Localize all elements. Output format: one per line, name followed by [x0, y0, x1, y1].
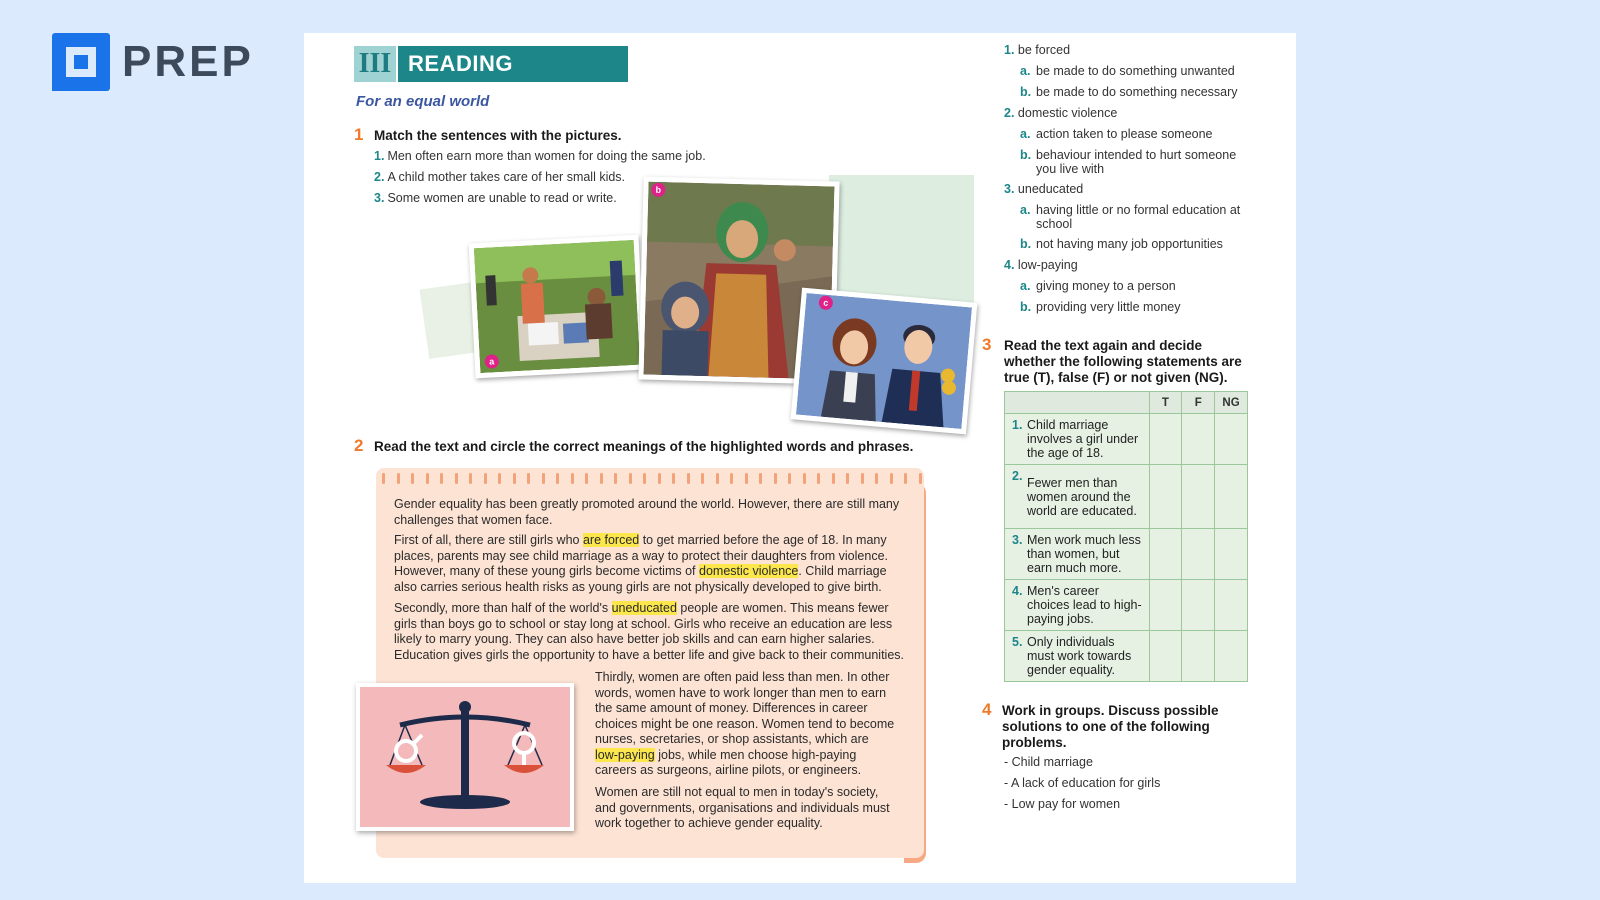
- task4-instruction: Work in groups. Discuss possible solutions to one of the following problems.: [1002, 703, 1219, 750]
- task2-instruction: Read the text and circle the correct meanings of the highlighted words and phrases.: [374, 439, 914, 454]
- table-header-row: [1005, 392, 1248, 414]
- list-item: b. not having many job opportunities: [1020, 237, 1223, 251]
- answer-cell-f[interactable]: [1182, 580, 1215, 631]
- answer-cell-f[interactable]: [1182, 465, 1215, 529]
- reading-paragraph-2: First of all, there are still girls who are forced to get married before the age of 18. In many places, parents may see child marriage as a way to protect their daughters from violence. However, many of these young girls become victims of domestic violence. Child marriage also carries serious health risks as young girls are not physically developed to give birth.: [394, 533, 888, 594]
- list-item: b. behaviour intended to hurt someone you live with: [1020, 148, 1237, 176]
- photo-badge: a: [484, 354, 499, 369]
- gender-scale-illustration: [356, 683, 574, 831]
- task1-instruction: Match the sentences with the pictures.: [374, 128, 622, 143]
- photo-c: [791, 288, 978, 435]
- list-item: 3. uneducated: [1004, 182, 1084, 196]
- list-item: a. having little or no formal education at school: [1020, 203, 1241, 231]
- photo-badge: b: [651, 183, 665, 197]
- list-item: 4. low-paying: [1004, 258, 1078, 272]
- answer-cell-ng[interactable]: [1215, 631, 1248, 682]
- list-item: b. providing very little money: [1020, 300, 1181, 314]
- list-item: 1. Men often earn more than women for doing the same job.: [374, 149, 706, 163]
- reading-paragraph-4: Thirdly, women are often paid less than men. In other words, women have to work longer than men to earn the same amount of money. Differences in career choices might be one reason. Women tend to become nurses, secretaries, or shop assistants, which are low-paying jobs, while men choose high-paying careers as surgeons, airline pilots, or engineers.: [595, 670, 895, 777]
- reading-paragraph-3: Secondly, more than half of the world's uneducated people are women. This means fewer girls than boys go to school or stay long at school. Girls who receive an education are less likely to marry young. They can also have better job skills and can earn higher salaries. Education gives girls the opportunity to have a better life and give back to their communities.: [394, 601, 905, 662]
- statement-cell: 4. Men's career choices lead to high-paying jobs.: [1005, 580, 1150, 631]
- answer-cell-t[interactable]: [1149, 580, 1182, 631]
- answer-cell-ng[interactable]: [1215, 580, 1248, 631]
- list-item: a. giving money to a person: [1020, 279, 1176, 293]
- problem-list: [1004, 755, 1160, 818]
- vocabulary-list: [1004, 43, 1254, 321]
- answer-cell-t[interactable]: [1149, 631, 1182, 682]
- answer-cell-ng[interactable]: [1215, 529, 1248, 580]
- answer-cell-t[interactable]: [1149, 529, 1182, 580]
- section-header: [354, 46, 628, 82]
- section-number: III: [354, 46, 396, 82]
- list-item: a. action taken to please someone: [1020, 127, 1213, 141]
- list-item: - A lack of education for girls: [1004, 776, 1161, 790]
- answer-cell-t[interactable]: [1149, 414, 1182, 465]
- answer-cell-t[interactable]: [1149, 465, 1182, 529]
- reading-paragraph-1: Gender equality has been greatly promoted around the world. However, there are still many challenges that women face.: [394, 497, 900, 527]
- textbook-page: [304, 33, 1296, 883]
- table-row: [1005, 529, 1248, 580]
- column-header-ng: NG: [1215, 392, 1248, 414]
- table-row: [1005, 580, 1248, 631]
- statement-cell: 1. Child marriage involves a girl under the age of 18.: [1005, 414, 1150, 465]
- table-row: [1005, 465, 1248, 529]
- list-item: a. be made to do something unwanted: [1020, 64, 1235, 78]
- task4-number: 4: [982, 700, 992, 719]
- answer-cell-ng[interactable]: [1215, 414, 1248, 465]
- answer-cell-f[interactable]: [1182, 414, 1215, 465]
- highlight-are-forced: are forced: [582, 533, 640, 547]
- highlight-domestic-violence: domestic violence: [699, 564, 799, 578]
- table-row: [1005, 631, 1248, 682]
- list-item: 3. Some women are unable to read or write.: [374, 191, 617, 205]
- notebook-spiral: [382, 473, 922, 489]
- section-subtitle: For an equal world: [356, 93, 490, 110]
- list-item: 2. domestic violence: [1004, 106, 1118, 120]
- list-item: 1. be forced: [1004, 43, 1071, 57]
- reading-paragraph-5: Women are still not equal to men in today's society, and governments, organisations and individuals must work together to achieve gender equality.: [595, 785, 890, 830]
- photo-a: [469, 235, 646, 379]
- column-header-t: T: [1149, 392, 1182, 414]
- list-item: - Low pay for women: [1004, 797, 1121, 811]
- statement-cell: 2. Fewer men than women around the world are educated.: [1005, 465, 1150, 529]
- scale-icon: [360, 687, 570, 827]
- list-item: b. be made to do something necessary: [1020, 85, 1238, 99]
- answer-cell-ng[interactable]: [1215, 465, 1248, 529]
- task3-instruction: Read the text again and decide whether the following statements are true (T), false (F) or not given (NG).: [1004, 338, 1242, 385]
- statement-cell: 3. Men work much less than women, but earn much more.: [1005, 529, 1150, 580]
- list-item: 2. A child mother takes care of her small kids.: [374, 170, 626, 184]
- logo-text: PREP: [122, 37, 254, 86]
- answer-cell-f[interactable]: [1182, 529, 1215, 580]
- section-title: READING: [398, 46, 628, 82]
- column-header-f: F: [1182, 392, 1215, 414]
- task2-number: 2: [354, 436, 364, 455]
- task1-number: 1: [354, 125, 364, 144]
- list-item: - Child marriage: [1004, 755, 1093, 769]
- table-row: [1005, 414, 1248, 465]
- highlight-low-paying: low-paying: [595, 747, 655, 762]
- highlight-uneducated: uneducated: [611, 601, 677, 615]
- brush-stroke: [829, 175, 974, 310]
- prep-logo[interactable]: [52, 33, 254, 91]
- task3-number: 3: [982, 335, 992, 354]
- photo-badge: c: [818, 295, 833, 310]
- prep-logo-icon: [52, 33, 110, 91]
- photo-c-image: [796, 293, 972, 429]
- statement-cell: 5. Only individuals must work towards gender equality.: [1005, 631, 1150, 682]
- photo-a-image: [474, 240, 640, 373]
- true-false-table: [1004, 391, 1248, 682]
- answer-cell-f[interactable]: [1182, 631, 1215, 682]
